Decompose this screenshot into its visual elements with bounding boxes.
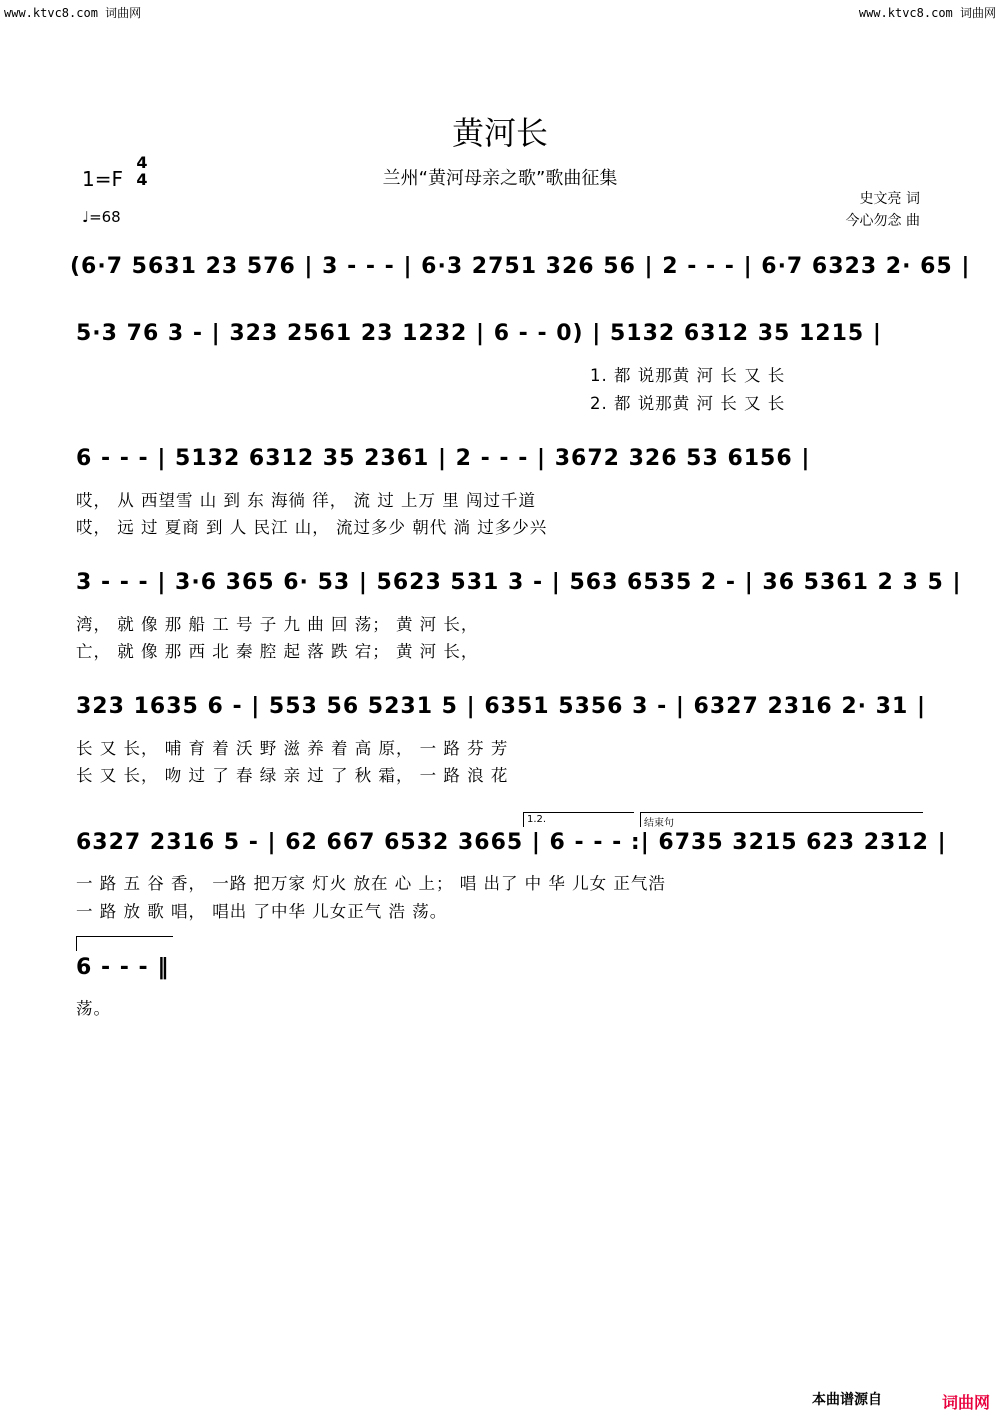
score-line-1: (6·7 5631 23 576 | 3 - - - | 6·3 2751 326 56 | 2 - - - | 6·7 6323 2· 65 |: [70, 254, 971, 279]
site-url-left[interactable]: www.ktvc8.com 词曲网: [4, 6, 142, 20]
song-title: 黄河长: [451, 114, 548, 152]
final-bracket: [76, 936, 173, 951]
time-signature-top: 4: [136, 153, 148, 172]
key-signature: 1=F: [82, 167, 123, 191]
lyric-line-3-verse-2: 亡， 就 像 那 西 北 秦 腔 起 落 跌 宕； 黄 河 长，: [76, 642, 479, 661]
song-subtitle: 兰州“黄河母亲之歌”歌曲征集: [382, 168, 618, 189]
coda-label: 结束句: [644, 818, 674, 829]
lyric-line-2-verse-2: 哎， 远 过 夏商 到 人 民江 山， 流过多少 朝代 淌 过多少兴: [76, 518, 548, 537]
source-note: 本曲谱源自: [812, 1392, 882, 1408]
composer-credit: 今心勿念 曲: [845, 213, 920, 229]
brand-logo[interactable]: 词曲网: [941, 1393, 990, 1412]
coda-bracket: [640, 812, 923, 827]
lyric-line-5-verse-1: 一 路 五 谷 香， 一路 把万家 灯火 放在 心 上； 唱 出了 中 华 儿女 正气浩: [76, 874, 666, 893]
lyricist-credit: 史文亮 词: [859, 191, 920, 207]
lyric-line-1-verse-2: 2. 都 说那黄 河 长 又 长: [590, 394, 786, 413]
lyric-line-2-verse-1: 哎， 从 西望雪 山 到 东 海徜 徉， 流 过 上万 里 闯过千道: [76, 491, 536, 510]
lyric-line-3-verse-1: 湾， 就 像 那 船 工 号 子 九 曲 回 荡； 黄 河 长，: [76, 615, 479, 634]
score-line-4: 3 - - - | 3·6 365 6· 53 | 5623 531 3 - | 563 6535 2 - | 36 5361 2 3 5 |: [76, 570, 962, 595]
lyric-line-6: 荡。: [76, 999, 111, 1018]
score-line-6: 6327 2316 5 - | 62 667 6532 3665 | 6 - - - :| 6735 3215 623 2312 |: [76, 830, 947, 855]
site-url-right[interactable]: www.ktvc8.com 词曲网: [858, 6, 996, 20]
score-line-2: 5·3 76 3 - | 323 2561 23 1232 | 6 - - 0) | 5132 6312 35 1215 |: [76, 321, 882, 346]
score-line-5: 323 1635 6 - | 553 56 5231 5 | 6351 5356 3 - | 6327 2316 2· 31 |: [76, 694, 926, 719]
lyric-line-4-verse-2: 长 又 长， 吻 过 了 春 绿 亲 过 了 秋 霜， 一 路 浪 花: [76, 766, 509, 785]
lyric-line-1-verse-1: 1. 都 说那黄 河 长 又 长: [590, 366, 786, 385]
score-line-7: 6 - - - ‖: [76, 955, 170, 980]
score-line-3: 6 - - - | 5132 6312 35 2361 | 2 - - - | 3672 326 53 6156 |: [76, 446, 811, 471]
volta-label-1-2: 1.2.: [527, 814, 547, 825]
lyric-line-4-verse-1: 长 又 长， 哺 育 着 沃 野 滋 养 着 高 原， 一 路 芬 芳: [76, 739, 509, 758]
time-signature-bottom: 4: [136, 170, 148, 189]
time-signature: [133, 154, 151, 188]
lyric-line-5-verse-2: 一 路 放 歌 唱， 唱出 了中华 儿女正气 浩 荡。: [76, 902, 448, 921]
tempo-marking: ♩=68: [82, 208, 121, 226]
